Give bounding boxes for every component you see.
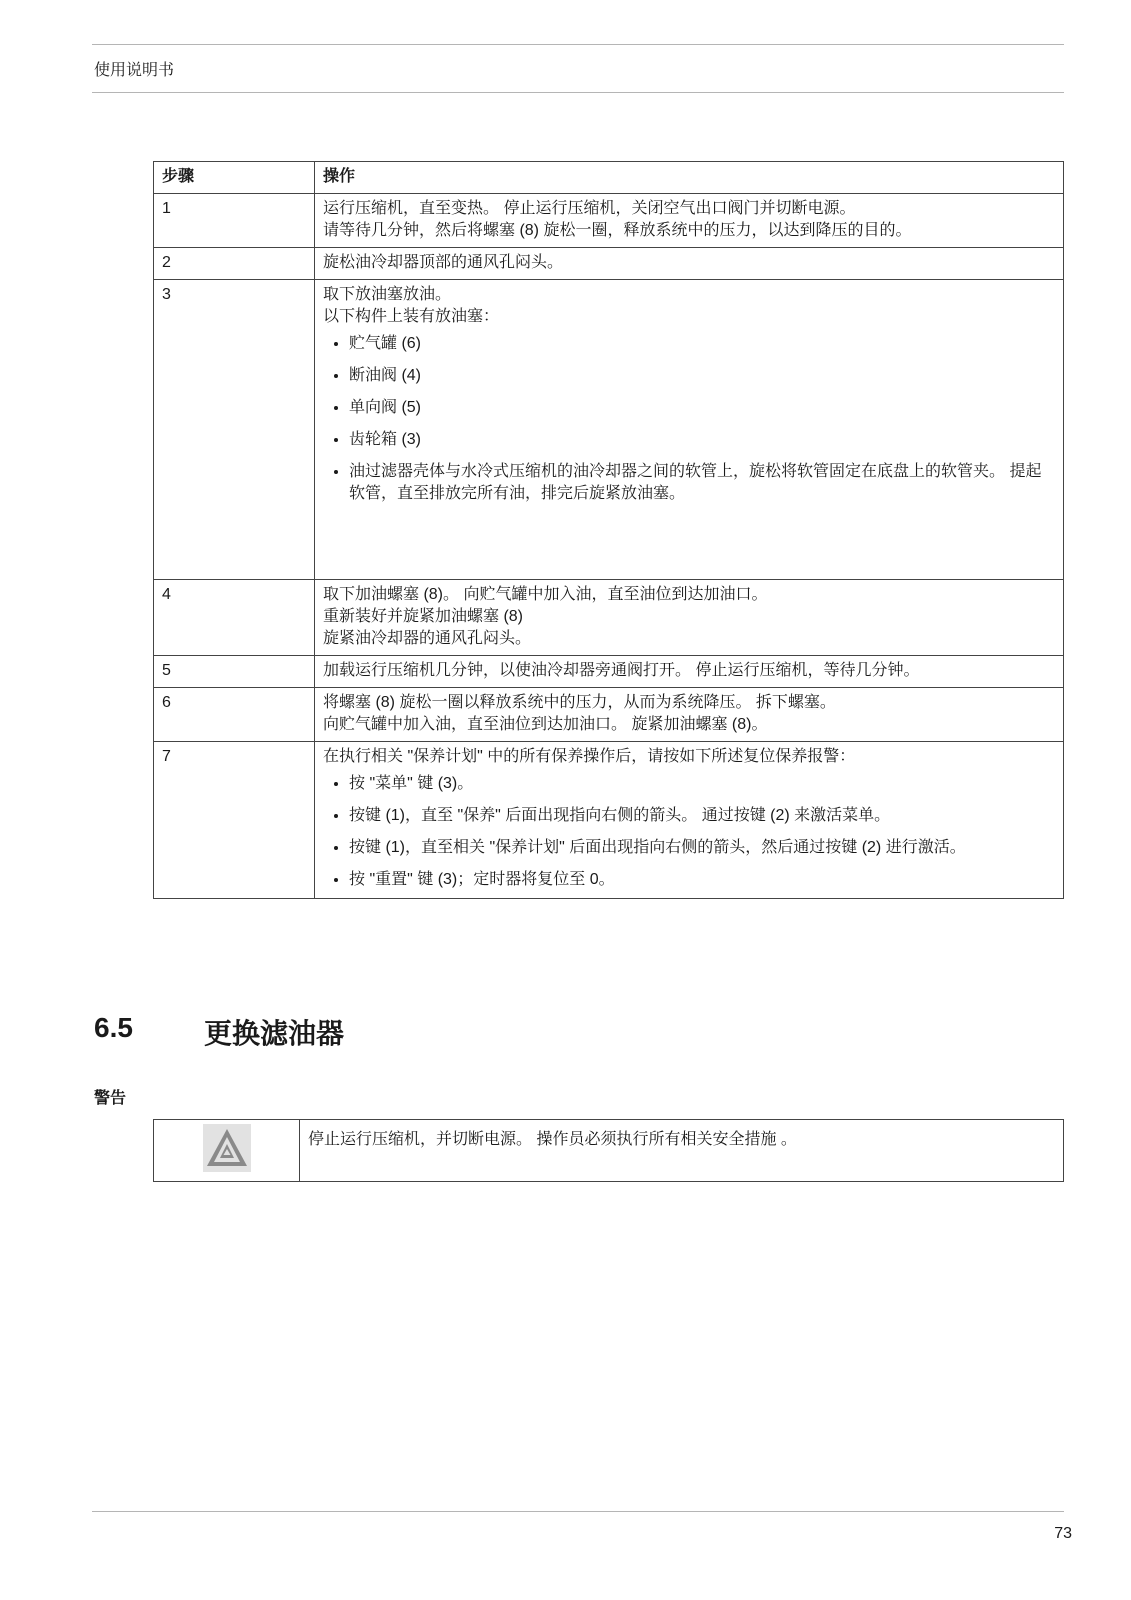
table-row <box>154 656 1064 688</box>
step-number: 7 <box>154 742 315 899</box>
step-number: 1 <box>154 194 315 248</box>
list-item: • 断油阀 (4) <box>349 365 1055 387</box>
table-row <box>154 688 1064 742</box>
step-action <box>315 580 1064 656</box>
table-row <box>154 248 1064 280</box>
action-line: 重新装好并旋紧加油螺塞 (8) <box>323 608 524 625</box>
maintenance-steps-table <box>153 161 1064 899</box>
step-number: 2 <box>154 248 315 280</box>
action-line: 在执行相关 "保养计划" 中的所有保养操作后，请按如下所述复位保养报警： <box>323 748 856 765</box>
list-item: • 单向阀 (5) <box>349 397 1055 419</box>
action-line: 运行压缩机，直至变热。 停止运行压缩机，关闭空气出口阀门并切断电源。 <box>323 200 856 217</box>
table-row <box>154 580 1064 656</box>
step-action <box>315 656 1064 688</box>
table-row <box>154 194 1064 248</box>
warning-icon-cell <box>154 1120 300 1182</box>
header-rule-top <box>92 44 1064 45</box>
warning-label: 警告 <box>94 1090 127 1107</box>
column-header-step: 步骤 <box>154 162 315 194</box>
bullet-list <box>323 773 1055 891</box>
step-action <box>315 248 1064 280</box>
warning-triangle-icon <box>203 1124 251 1172</box>
header-rule-bottom <box>92 92 1064 93</box>
list-item: • 按 "重置" 键 (3)；定时器将复位至 0。 <box>349 869 1055 891</box>
step-action <box>315 688 1064 742</box>
list-item: • 齿轮箱 (3) <box>349 429 1055 451</box>
action-line: 请等待几分钟，然后将螺塞 (8) 旋松一圈，释放系统中的压力，以达到降压的目的。 <box>323 222 912 239</box>
action-line: 旋紧油冷却器的通风孔闷头。 <box>323 630 532 647</box>
table-header-row <box>154 162 1064 194</box>
warning-box <box>153 1119 1064 1182</box>
action-line: 取下加油螺塞 (8)。 向贮气罐中加入油，直至油位到达加油口。 <box>323 586 768 603</box>
document-header-title: 使用说明书 <box>94 62 175 79</box>
action-line: 将螺塞 (8) 旋松一圈以释放系统中的压力，从而为系统降压。 拆下螺塞。 <box>323 694 836 711</box>
section-number: 6.5 <box>94 1012 133 1043</box>
step-action <box>315 742 1064 899</box>
warning-text: 停止运行压缩机，并切断电源。 操作员必须执行所有相关安全措施 。 <box>300 1120 1064 1182</box>
list-item: • 按键 (1)，直至相关 "保养计划" 后面出现指向右侧的箭头，然后通过按键 (2) 进行激活。 <box>349 837 1055 859</box>
step-action <box>315 194 1064 248</box>
section-title: 更换滤油器 <box>204 1018 345 1049</box>
bullet-list <box>323 333 1055 505</box>
action-line: 以下构件上装有放油塞： <box>323 308 500 325</box>
step-action <box>315 280 1064 580</box>
action-line: 加载运行压缩机几分钟，以使油冷却器旁通阀打开。 停止运行压缩机，等待几分钟。 <box>323 662 920 679</box>
page-number: 73 <box>1054 1525 1072 1542</box>
footer-rule <box>92 1511 1064 1512</box>
table-row <box>154 742 1064 899</box>
list-item: • 油过滤器壳体与水冷式压缩机的油冷却器之间的软管上，旋松将软管固定在底盘上的软管夹。 提起软管，直至排放完所有油，排完后旋紧放油塞。 <box>349 461 1055 505</box>
step-number: 3 <box>154 280 315 580</box>
action-line: 取下放油塞放油。 <box>323 286 452 303</box>
list-item: • 按 "菜单" 键 (3)。 <box>349 773 1055 795</box>
step-number: 5 <box>154 656 315 688</box>
step-number: 6 <box>154 688 315 742</box>
table-row <box>154 280 1064 580</box>
list-item: • 按键 (1)，直至 "保养" 后面出现指向右侧的箭头。 通过按键 (2) 来激活菜单。 <box>349 805 1055 827</box>
column-header-action: 操作 <box>315 162 1064 194</box>
list-item: • 贮气罐 (6) <box>349 333 1055 355</box>
action-line: 向贮气罐中加入油，直至油位到达加油口。 旋紧加油螺塞 (8)。 <box>323 716 768 733</box>
step-number: 4 <box>154 580 315 656</box>
action-line: 旋松油冷却器顶部的通风孔闷头。 <box>323 254 564 271</box>
